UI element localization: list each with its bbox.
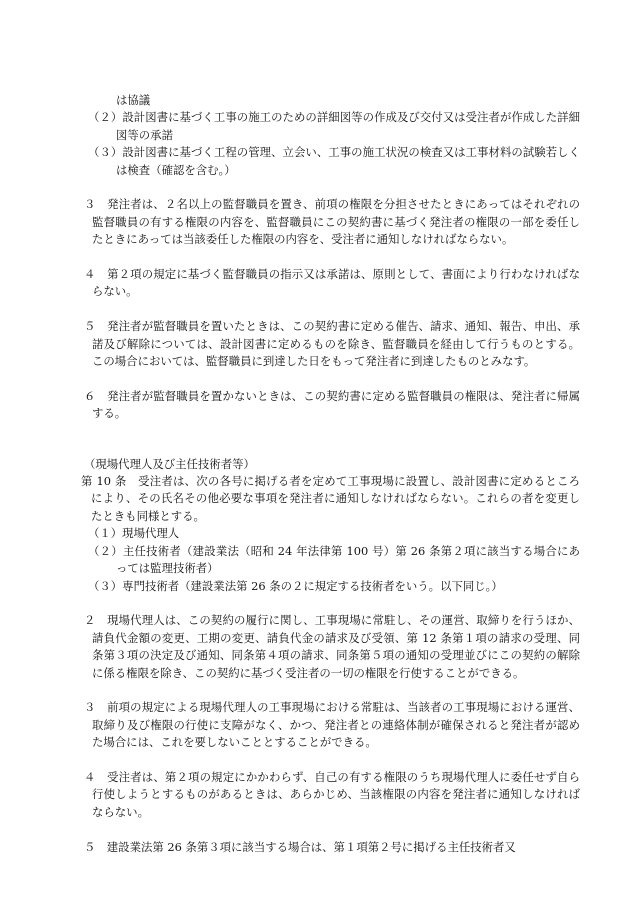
paragraph-3: ３ 発注者は、２名以上の監督職員を置き、前項の権限を分担させたときにあってはそれぞれの監督職員の有する権限の内容を、監督職員にこの契約書に基づく発注者の権限の一部を委任したときにあっては当該委任した権限の内容を、受注者に通知しなければならない。	[84, 197, 580, 247]
paragraph-10-4: ４ 受注者は、第２項の規定にかかわらず、自己の有する権限のうち現場代理人に委任せず自ら行使しようとするものがあるときは、あらかじめ、当該権限の内容を発注者に通知しなければならない。	[84, 769, 580, 819]
paragraph-10-5: ５ 建設業法第 26 条第３項に該当する場合は、第１項第２号に掲げる主任技術者又	[84, 839, 516, 854]
article-caption: （現場代理人及び主任技術者等）	[84, 456, 255, 471]
item-3: （３）設計図書に基づく工程の管理、立会い、工事の施工状況の検査又は工事材料の試験若しくは検査（確認を含む。）	[88, 145, 580, 177]
article-10-item-2: （２）主任技術者（建設業法（昭和 24 年法律第 100 号）第 26 条第２項に該当する場合にあっては監理技術者）	[88, 543, 580, 576]
paragraph-5: ５ 発注者が監督職員を置いたときは、この契約書に定める催告、請求、通知、報告、申出、承諾及び解除については、設計図書に定めるものを除き、監督職員を経由して行うものとする。この場合においては、監督職員に到達した日をもって発注者に到達したものとみなす。	[84, 319, 580, 369]
article-10-item-3: （３）専門技術者（建設業法第 26 条の２に規定する技術者をいう。以下同じ。）	[88, 578, 503, 593]
continued-item-text: は協議	[116, 93, 151, 107]
paragraph-6: ６ 発注者が監督職員を置かないときは、この契約書に定める監督職員の権限は、発注者に帰属する。	[84, 388, 580, 421]
paragraph-10-2: ２ 現場代理人は、この契約の履行に関し、工事現場に常駐し、その運営、取締りを行うほか、請負代金額の変更、工期の変更、請負代金の請求及び受領、第 12 条第１項の請求の受理、同条第３項の決定及び通知、同条第４項の請求、同条第５項の通知の受理並びにこの契約の解除に係る権限を除き、この契約に基づく受注者の一切の権限を行使することができる。	[84, 613, 580, 680]
paragraph-4: ４ 第２項の規定に基づく監督職員の指示又は承諾は、原則として、書面により行わなければならない。	[84, 267, 580, 299]
article-10-item-1: （１）現場代理人	[88, 526, 180, 541]
article-10-body: 第 10 条 受注者は、次の各号に掲げる者を定めて工事現場に設置し、設計図書に定めるところにより、その氏名その他必要な事項を発注者に通知しなければならない。これらの者を変更したときも同様とする。	[81, 474, 580, 523]
paragraph-10-3: ３ 前項の規定による現場代理人の工事現場における常駐は、当該者の工事現場における運営、取締り及び権限の行使に支障がなく、かつ、発注者との連絡体制が確保されると発注者が認めた場合には、これを要しないこととすることができる。	[84, 700, 580, 750]
item-2: （２）設計図書に基づく工事の施工のための詳細図等の作成及び交付又は受注者が作成した詳細図等の承諾	[88, 110, 580, 142]
